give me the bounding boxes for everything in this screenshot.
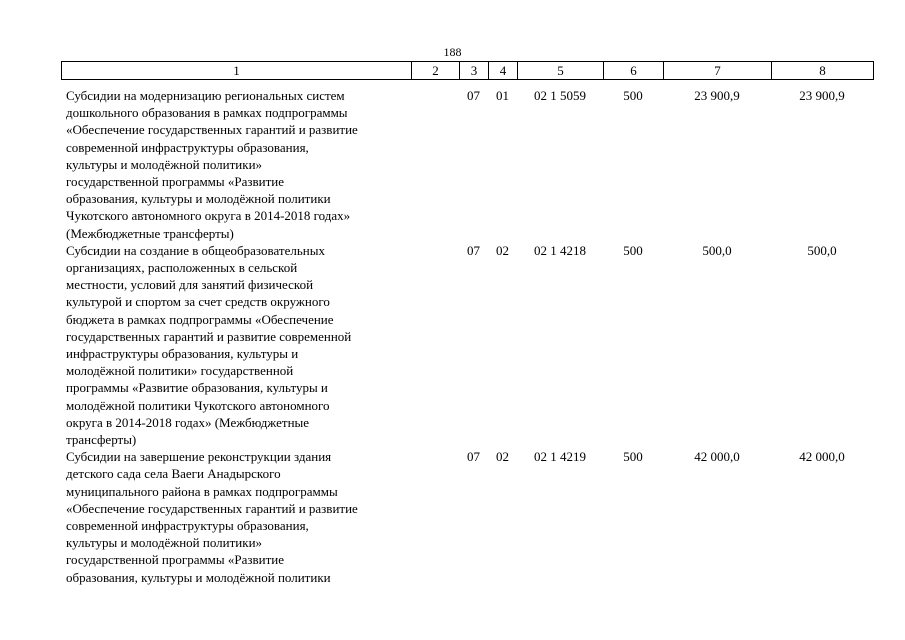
description-line: «Обеспечение государственных гарантий и развитие [66,500,358,516]
row-subsection: 02 [496,449,509,465]
row-amount-2: 42 000,0 [799,449,845,465]
row-amount-2: 500,0 [807,242,837,258]
description-line: современной инфраструктуры образования, [66,139,309,155]
description-line: организациях, расположенных в сельской [66,260,298,276]
description-line: Чукотского автономного округа в 2014-2018 годах» [66,208,351,224]
row-expense-type: 500 [623,88,643,103]
description-line: образования, культуры и молодёжной политики [66,191,331,207]
header-col-6: 6 [604,62,664,80]
row-section: 07 [467,449,480,465]
row-amount-1: 42 000,0 [694,449,740,465]
table-row [61,448,873,586]
header-col-2: 2 [412,62,460,80]
description-line: муниципального района в рамках подпрограммы [66,483,338,499]
row-target-code: 02 1 5059 [534,88,586,103]
row-expense-type: 500 [623,242,643,258]
header-col-5: 5 [518,62,604,80]
description-line: местности, условий для занятий физической [66,277,314,293]
header-col-3: 3 [460,62,489,80]
description-line: программы «Развитие образования, культуры и [66,380,328,396]
table-row [61,242,873,448]
row-amount-1: 500,0 [702,242,732,258]
description-line: образования, культуры и молодёжной политики [66,569,331,585]
table-body [61,87,873,586]
description-line: государственной программы «Развитие [66,552,285,568]
description-line: современной инфраструктуры образования, [66,518,309,534]
description-line: дошкольного образования в рамках подпрограммы [66,105,348,121]
description-line: культурой и спортом за счет средств окружного [66,294,330,310]
row-subsection: 02 [496,242,509,258]
row-description [61,242,411,448]
header-col-1: 1 [62,62,412,80]
row-amount-1: 23 900,9 [694,88,740,103]
description-line: бюджета в рамках подпрограммы «Обеспечение [66,311,334,327]
page-number: 188 [443,45,462,59]
row-subsection: 01 [496,88,509,103]
row-section: 07 [467,88,480,103]
description-line: Субсидии на модернизацию региональных систем [66,88,345,103]
description-line: «Обеспечение государственных гарантий и развитие [66,122,358,138]
row-description [61,448,411,586]
header-row [62,62,874,80]
header-col-8: 8 [772,62,874,80]
row-amount-2: 23 900,9 [799,88,845,103]
description-line: молодёжной политики Чукотского автономного [66,397,330,413]
description-line: округа в 2014-2018 годах» (Межбюджетные [66,414,310,430]
description-line: молодёжной политики» государственной [66,363,294,379]
row-target-code: 02 1 4218 [534,242,586,258]
description-line: (Межбюджетные трансферты) [66,225,234,241]
header-col-7: 7 [664,62,772,80]
row-section: 07 [467,242,480,258]
description-line: детского сада села Ваеги Анадырского [66,466,281,482]
column-header-table [61,61,874,80]
description-line: инфраструктуры образования, культуры и [66,346,299,362]
description-line: трансферты) [66,432,137,448]
row-description [61,87,411,242]
header-col-4: 4 [489,62,518,80]
row-expense-type: 500 [623,449,643,465]
description-line: Субсидии на создание в общеобразовательных [66,242,325,258]
description-line: культуры и молодёжной политики» [66,156,263,172]
description-line: культуры и молодёжной политики» [66,535,263,551]
description-line: государственных гарантий и развитие современной [66,328,352,344]
description-line: Субсидии на завершение реконструкции здания [66,449,332,465]
description-line: государственной программы «Развитие [66,174,285,190]
table-row [61,87,873,242]
row-target-code: 02 1 4219 [534,449,586,465]
